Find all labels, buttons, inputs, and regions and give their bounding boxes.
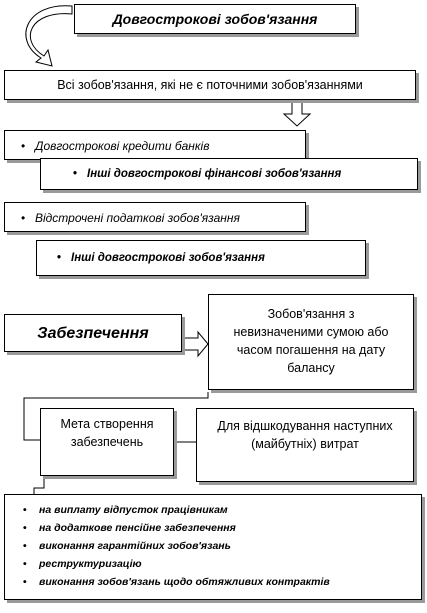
title-box: [74, 4, 356, 34]
other-long-term-liabilities-box: [36, 240, 366, 276]
definition-text: Всі зобов'язання, які не є поточними зобов'язаннями: [57, 78, 363, 92]
purpose-list-box: [4, 494, 422, 600]
long-term-bank-loans-label: • Довгострокові кредити банків: [35, 139, 209, 153]
purpose-target-box: [196, 408, 414, 482]
purpose-target-text: Для відшкодування наступних (майбутніх) витрат: [217, 419, 393, 451]
list-item: • реструктуризацію: [19, 555, 330, 573]
provisions-label: Забезпечення: [37, 325, 149, 342]
down-arrow-icon: [284, 102, 310, 126]
list-item: • виконання зобов'язань щодо обтяжливих контрактів: [19, 573, 330, 591]
long-term-bank-loans-box: [4, 130, 306, 160]
provisions-description-text: Зобов'язання з невизначеними сумою або часом погашення на дату балансу: [233, 307, 389, 375]
provisions-description-box: [208, 294, 414, 390]
definition-box: [4, 70, 416, 100]
purpose-label: Мета створення забезпечень: [60, 417, 154, 449]
deferred-tax-box: [4, 202, 306, 232]
list-item: • виконання гарантійних зобов'язань: [19, 537, 330, 555]
provisions-box: [4, 314, 182, 352]
page-title: Довгострокові зобов'язання: [112, 11, 318, 27]
deferred-tax-label: • Відстрочені податкові зобов'язання: [35, 211, 240, 225]
curved-arrow-icon: [26, 6, 72, 66]
purpose-list: [19, 501, 330, 591]
connector-line: [34, 476, 44, 494]
list-item: • на додаткове пенсійне забезпечення: [19, 519, 330, 537]
purpose-box: [40, 408, 174, 476]
other-financial-liabilities-label: • Інші довгострокові фінансові зобов'язання: [87, 168, 341, 180]
other-financial-liabilities-box: [40, 158, 418, 190]
list-item: • на виплату відпусток працівникам: [19, 501, 330, 519]
right-arrow-icon: [184, 332, 208, 356]
other-long-term-liabilities-label: • Інші довгострокові зобов'язання: [71, 252, 265, 264]
